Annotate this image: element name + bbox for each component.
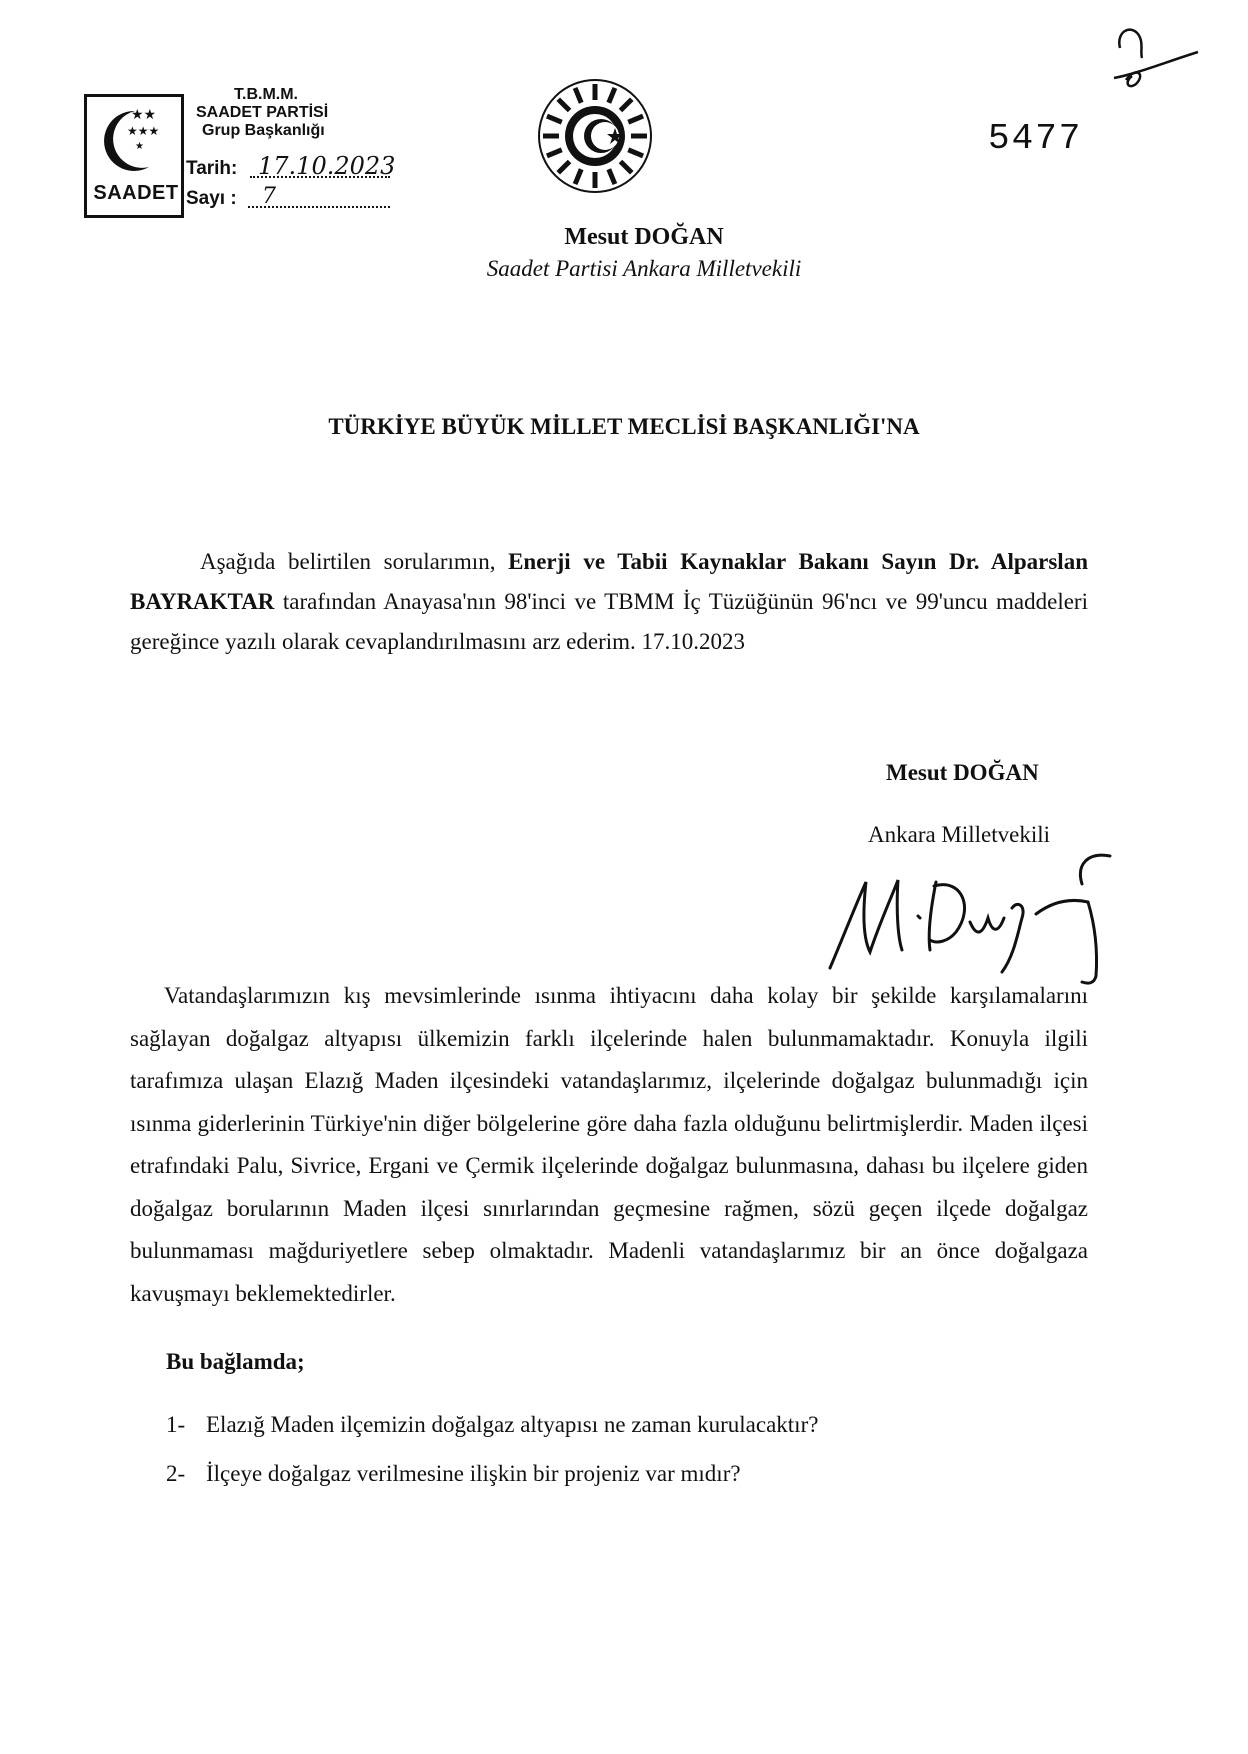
- sender-name: Mesut DOĞAN: [564, 224, 724, 250]
- body-paragraph: Vatandaşlarımızın kış mevsimlerinde ısınma ihtiyacını daha kolay bir şekilde karşılamalarını sağlayan doğalgaz altyapısı ülkemizin farklı ilçelerinde halen bulunmamaktadır. Konuyla ilgili tarafımıza ulaşan Elazığ Maden ilçesindeki vatandaşlarımız, ilçelerinde doğalgaz bulunmadığı için ısınma giderlerinin Türkiye'nin diğer bölgelerine göre daha fazla olduğunu belirtmişlerdir. Maden ilçesi etrafındaki Palu, Sivrice, Ergani ve Çermik ilçelerinde doğalgaz bulunmasına, dahası bu ilçelere giden doğalgaz borularının Maden ilçesi sınırlarından geçmesine rağmen, sözü geçen ilçede doğalgaz bulunmaması mağduriyetlere sebep olmaktadır. Madenli vatandaşlarımız bir an önce doğalgaza kavuşmayı beklemektedirler.: [130, 983, 1088, 1306]
- emblem-ray: [575, 88, 581, 103]
- stamp-line-tbmm: T.B.M.M.: [234, 86, 298, 103]
- signature-title: Ankara Milletvekili: [868, 822, 1051, 847]
- emblem-ray: [620, 161, 631, 172]
- stamp-tarih-dotted-line: [250, 176, 390, 178]
- stamp-sayi-value: 7: [262, 184, 276, 209]
- emblem-ray: [628, 116, 643, 122]
- question-item: [166, 1461, 818, 1510]
- question-item: [166, 1412, 818, 1461]
- context-label: Bu bağlamda;: [166, 1349, 305, 1374]
- sender-title: Saadet Partisi Ankara Milletvekili: [486, 256, 802, 281]
- emblem-ray: [620, 99, 631, 110]
- stamp-logo-word: SAADET: [93, 182, 179, 204]
- question-number: 2-: [166, 1461, 186, 1486]
- question-text: Elazığ Maden ilçemizin doğalgaz altyapısı ne zaman kurulacaktır?: [206, 1412, 819, 1437]
- svg-text:★★★: ★★★: [127, 124, 160, 138]
- stamp-sayi-dotted-line: [248, 206, 390, 208]
- handwritten-signature-icon: [826, 852, 1116, 992]
- addressee-heading: TÜRKİYE BÜYÜK MİLLET MECLİSİ BAŞKANLIĞI'NA: [328, 414, 920, 439]
- emblem-ray: [609, 88, 615, 103]
- emblem-ray: [558, 161, 569, 172]
- question-number: 1-: [166, 1412, 186, 1437]
- stamp-sayi-label: Sayı :: [186, 188, 237, 209]
- intro-minister-name: Enerji ve Tabii Kaynaklar Bakanı Sayın Dr. Alparslan BAYRAKTAR: [130, 549, 1088, 614]
- emblem-ray: [628, 150, 643, 156]
- emblem-ray: [547, 150, 562, 156]
- emblem-ray: [558, 99, 569, 110]
- document-number: 5477: [988, 118, 1083, 159]
- intro-text-1: Aşağıda belirtilen sorularımın,: [200, 549, 509, 574]
- intro-paragraph: [130, 542, 1088, 662]
- question-list: [166, 1412, 818, 1510]
- tbmm-emblem-icon: [535, 76, 655, 196]
- emblem-ray: [547, 116, 562, 122]
- handwritten-corner-mark-icon: [1106, 18, 1206, 98]
- question-text: İlçeye doğalgaz verilmesine ilişkin bir projeniz var mıdır?: [206, 1461, 741, 1486]
- stamp-line-group: Grup Başkanlığı: [202, 122, 325, 139]
- stamp-tarih-value: 17.10.2023: [258, 152, 396, 180]
- emblem-ray: [609, 169, 615, 184]
- signature-name: Mesut DOĞAN: [886, 760, 1039, 785]
- svg-text:★: ★: [135, 141, 144, 152]
- stamp-line-party: SAADET PARTİSİ: [196, 104, 329, 121]
- emblem-ray: [575, 169, 581, 184]
- intro-text-2: tarafından Anayasa'nın 98'inci ve TBMM İç Tüzüğünün 96'ncı ve 99'uncu maddeleri gereğince yazılı olarak cevaplandırılmasını arz ederim. 17.10.2023: [130, 589, 1088, 654]
- svg-text:★★: ★★: [131, 107, 157, 123]
- crescent-stars-icon: [87, 97, 181, 187]
- stamp-tarih-label: Tarih:: [186, 158, 238, 179]
